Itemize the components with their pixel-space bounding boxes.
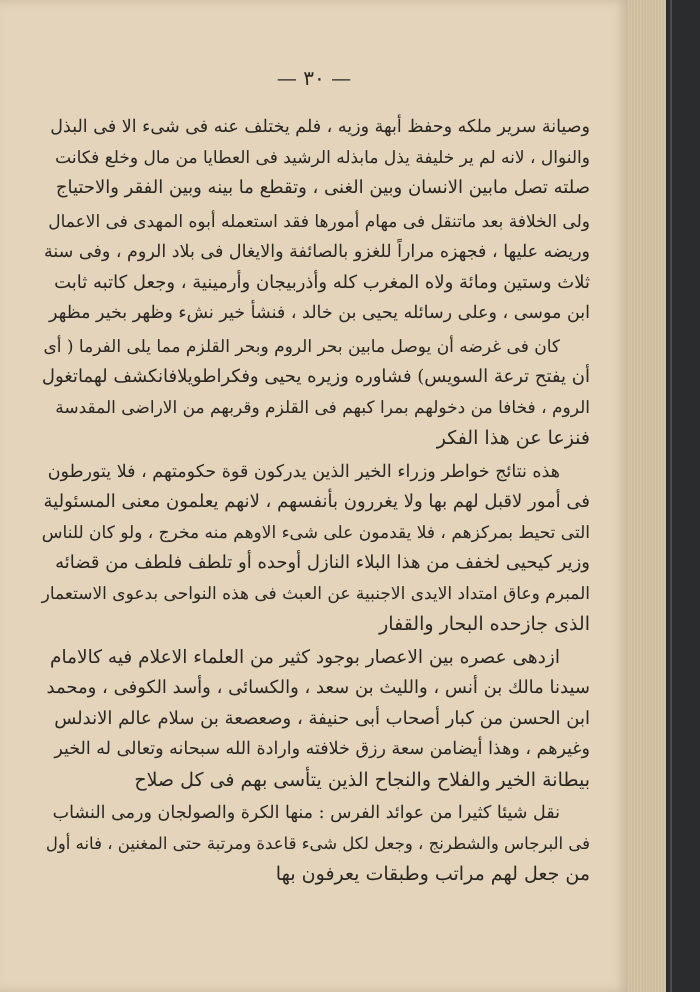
text-line: وصيانة سرير ملكه وحفظ أبهة وزيه ، فلم يختلف عنه فى شىء الا فى البذل	[50, 117, 590, 137]
paragraph-5	[42, 643, 590, 796]
paragraph-4	[42, 457, 590, 640]
text-line: صلته تصل مابين الانسان وبين الغنى ، وتقطع ما بينه وبين الفقر والاحتياج	[55, 177, 590, 198]
text-line: والنوال ، لانه لم ير خليفة يذل مابذله الرشيد فى العطايا من مال وخلع فكانت	[55, 147, 590, 168]
text-line: هذه نتائج خواطر وزراء الخير الذين يدركون قوة حكومتهم ، فلا يتورطون	[47, 461, 560, 482]
page-number: — ٣٠ —	[276, 66, 352, 90]
paragraph-2	[42, 207, 590, 329]
text-line: نقل شيئا كثيرا من عوائد الفرس : منها الكرة والصولجان ورمى النشاب	[52, 803, 560, 823]
text-line: ابن موسى ، وعلى رسائله يحيى بن خالد ، فنشأ خير نشء وظهر بخير مظهر	[49, 303, 590, 323]
text-line: المبرم وعاق امتداد الايدى الاجنبية عن العبث فى هذه النواحى بدعوى الاستعمار	[41, 583, 590, 604]
text-line: فى أمور لاقبل لهم بها ولا يغررون بأنفسهم ، لانهم يعلمون معنى المسئولية	[43, 491, 590, 512]
book-cover	[666, 0, 700, 992]
text-line: ابن الحسن من كبار أصحاب أبى حنيفة ، وصعصعة بن سلام عالم الاندلس	[54, 707, 590, 729]
text-line: فى البرجاس والشطرنج ، وجعل لكل شىء قاعدة ومرتبة حتى المغنين ، فانه أول	[45, 833, 590, 853]
text-line: بيطانة الخير والفلاح والنجاح الذين يتأسى بهم فى كل صلاح	[134, 768, 590, 791]
text-line: وزير كيحيى لخفف من هذا البلاء النازل أوحده أو تلطف فلطف من قضائه	[55, 552, 590, 573]
paragraph-6	[42, 798, 590, 890]
paragraph-1	[42, 112, 590, 204]
text-line: وريضه عليها ، فجهزه مراراً للغزو بالصائفة والايغال فى بلاد الروم ، وفى سنة	[43, 242, 590, 262]
text-line: ازدهى عصره بين الاعصار بوجود كثير من العلماء الاعلام فيه كالامام	[50, 646, 560, 668]
text-line: سيدنا مالك بن أنس ، والليث بن سعد ، والكسائى ، وأسد الكوفى ، ومحمد	[46, 677, 590, 698]
text-line: ولى الخلافة بعد ماتنقل فى مهام أمورها فقد استعمله أبوه المهدى فى الاعمال	[48, 211, 590, 232]
text-line: أن يفتح ترعة السويس) فشاوره وزيره يحيى وفكراطويلافانكشف لهماتغول	[41, 366, 590, 387]
page-edges	[628, 0, 666, 992]
text-line: التى تحيط بمركزهم ، فلا يقدمون على شىء الاوهم منه مخرج ، ولو كان للناس	[41, 522, 590, 543]
paragraph-3	[42, 332, 590, 454]
text-line: الروم ، فخافا من دخولهم بمرا كبهم فى القلزم وقربهم من الاراضى المقدسة	[55, 397, 590, 418]
text-line: كان فى غرضه أن يوصل مابين بحر الروم وبحر القلزم مما يلى الفرما ( أى	[43, 336, 560, 357]
text-line: ثلاث وستين ومائة ولاه المغرب كله وأذربيجان وأرمينية ، وجعل كاتبه ثابت	[54, 271, 590, 293]
text-line: من جعل لهم مراتب وطبقات يعرفون بها	[275, 863, 590, 885]
text-line: الذى جازحده البحار والقفار	[379, 613, 590, 635]
text-line: وغيرهم ، وهذا أيضامن سعة رزق خلافته وارادة الله سبحانه وتعالى له الخير	[54, 739, 590, 759]
body-text	[42, 112, 590, 892]
text-line: فنزعا عن هذا الفكر	[436, 427, 590, 449]
